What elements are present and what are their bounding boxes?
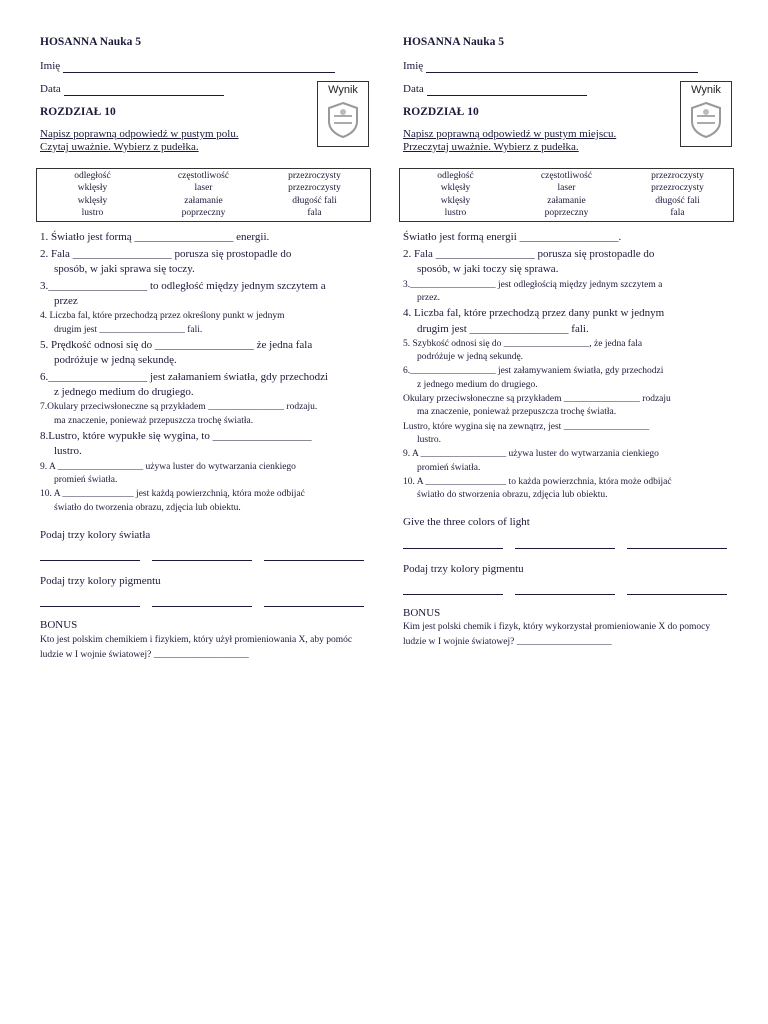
word-bank	[399, 168, 734, 222]
question-8-line2: lustro.	[54, 445, 82, 458]
question-4-line1: 4. Liczba fal, które przechodzą przez określony punkt w jednym	[40, 311, 285, 322]
answer-field[interactable]	[152, 550, 252, 561]
date-field[interactable]	[427, 85, 587, 96]
light-colors-answers	[403, 538, 743, 549]
question-6-line1: 6.__________________ jest załamywaniem światła, gdy przechodzi	[403, 366, 664, 377]
light-colors-prompt: Give the three colors of light	[403, 516, 530, 529]
question-7[interactable]	[40, 401, 380, 428]
answer-field[interactable]	[627, 538, 727, 549]
word-bank-item: wklęsły	[77, 183, 108, 194]
bonus-question-line2[interactable]: ludzie w I wojnie światowej? ____________________	[40, 649, 249, 660]
worksheet-left	[40, 36, 380, 663]
score-label: Wynik	[691, 84, 721, 96]
answer-field[interactable]	[40, 550, 140, 561]
chapter-heading: ROZDZIAŁ 10	[403, 105, 479, 118]
score-box	[317, 81, 369, 147]
bonus-question-line1: Kto jest polskim chemikiem i fizykiem, który użył promieniowania X, aby pomóc	[40, 634, 353, 645]
name-line	[40, 60, 380, 73]
name-label: Imię	[403, 59, 424, 72]
question-3[interactable]	[40, 279, 380, 310]
answer-field[interactable]	[515, 584, 615, 595]
chapter-heading: ROZDZIAŁ 10	[40, 105, 116, 118]
word-bank-item: poprzeczny	[181, 208, 226, 218]
word-bank-item: wklęsły	[77, 195, 108, 206]
question-8-line1: Lustro, które wygina się na zewnątrz, jest __________________	[403, 421, 650, 432]
bonus-heading: BONUS	[403, 606, 441, 619]
question-10[interactable]	[40, 488, 380, 515]
question-4-line1: 4. Liczba fal, które przechodzą przez dany punkt w jednym	[403, 307, 665, 320]
question-list	[403, 230, 743, 502]
word-bank-item: częstotliwość	[177, 170, 230, 181]
question-2[interactable]	[40, 247, 380, 278]
word-bank-item: przezroczysty	[288, 170, 341, 181]
question-1[interactable]: Światło jest formą energii __________________.	[403, 231, 622, 244]
worksheet-title: HOSANNA Nauka 5	[40, 36, 141, 48]
pigment-colors-prompt: Podaj trzy kolory pigmentu	[40, 575, 161, 588]
word-bank-item: laser	[194, 183, 213, 194]
date-label: Data	[40, 82, 61, 95]
worksheet-title: HOSANNA Nauka 5	[403, 36, 504, 48]
name-label: Imię	[40, 59, 61, 72]
question-6[interactable]	[40, 370, 380, 401]
answer-field[interactable]	[403, 538, 503, 549]
worksheet-right	[403, 36, 743, 650]
pigment-colors-answers	[40, 596, 380, 607]
answer-field[interactable]	[627, 584, 727, 595]
word-bank-item: odległość	[437, 170, 474, 181]
question-5-line2: podróżuje w jedną sekundę.	[417, 352, 524, 363]
school-crest-icon	[689, 101, 723, 139]
question-10-line1: 10. A _______________ jest każdą powierzchnią, która może odbijać	[40, 489, 305, 500]
question-4[interactable]	[40, 310, 380, 337]
question-10[interactable]	[403, 476, 743, 503]
question-10-line2: światło do stworzenia obrazu, zdjęcia lub obiektu.	[417, 490, 608, 501]
question-7-line2: ma znaczenie, ponieważ przepuszcza trochę światła.	[54, 415, 254, 426]
word-bank-item: fala	[670, 208, 685, 218]
question-6[interactable]	[403, 365, 743, 392]
answer-field[interactable]	[264, 550, 364, 561]
word-bank-item: załamanie	[547, 195, 586, 206]
name-field[interactable]	[63, 62, 335, 73]
word-bank-item: poprzeczny	[544, 208, 589, 218]
question-3-line1: 3.__________________ to odległość między jednym szczytem a	[40, 279, 326, 292]
bonus-question-line1: Kim jest polski chemik i fizyk, który wykorzystał promieniowanie X do pomocy	[403, 622, 711, 633]
word-bank-item: lustro	[444, 208, 467, 218]
word-bank-item: długość fali	[292, 195, 337, 206]
score-label: Wynik	[328, 84, 358, 96]
question-8[interactable]	[403, 421, 743, 448]
instruction-1: Napisz poprawną odpowiedź w pustym polu.	[40, 127, 239, 140]
word-bank-item: laser	[557, 183, 576, 194]
question-6-line2: z jednego medium do drugiego.	[54, 386, 194, 399]
question-2-line2: sposób, w jaki sprawa się toczy.	[54, 263, 195, 276]
light-colors-prompt: Podaj trzy kolory światła	[40, 529, 151, 542]
question-6-line1: 6.__________________ jest załamaniem światła, gdy przechodzi	[40, 370, 329, 383]
answer-field[interactable]	[152, 596, 252, 607]
word-bank-item: załamanie	[184, 195, 223, 206]
word-bank-item: lustro	[81, 208, 104, 218]
question-9-line2: promień światła.	[54, 475, 118, 486]
question-2-line2: sposób, w jaki toczy się sprawa.	[417, 263, 559, 276]
question-3-line2: przez.	[417, 292, 440, 303]
instruction-2: Przeczytaj uważnie. Wybierz z pudełka.	[403, 140, 579, 153]
question-8-line1: 8.Lustro, które wypukłe się wygina, to __________________	[40, 430, 312, 443]
question-4-line2: drugim jest __________________ fali.	[54, 324, 203, 335]
question-10-line2: światło do tworzenia obrazu, zdjęcia lub obiektu.	[54, 502, 241, 513]
question-5[interactable]	[40, 338, 380, 369]
question-7[interactable]	[403, 393, 743, 420]
pigment-colors-answers	[403, 584, 743, 595]
question-1[interactable]: 1. Światło jest formą __________________ energii.	[40, 231, 270, 244]
date-label: Data	[403, 82, 424, 95]
word-bank-item: wklęsły	[440, 183, 471, 194]
name-field[interactable]	[426, 62, 698, 73]
question-2-line1: 2. Fala __________________ porusza się prostopadle do	[403, 247, 655, 260]
word-bank-item: przezroczysty	[651, 170, 704, 181]
word-bank-item: odległość	[74, 170, 111, 181]
score-box	[680, 81, 732, 147]
question-5-line1: 5. Szybkość odnosi się do __________________, że jedna fala	[403, 338, 643, 349]
question-5[interactable]	[403, 338, 743, 365]
bonus-heading: BONUS	[40, 619, 78, 632]
question-list	[40, 230, 380, 515]
question-8[interactable]	[40, 429, 380, 460]
word-bank-item: fala	[307, 208, 322, 218]
word-bank-item: długość fali	[655, 195, 700, 206]
question-9[interactable]	[403, 448, 743, 475]
question-10-line1: 10. A _________________ to każda powierzchnia, która może odbijać	[403, 476, 672, 487]
question-7-line1: 7.Okulary przeciwsłoneczne są przykładem ________________ rodzaju.	[40, 402, 318, 413]
question-3-line2: przez	[54, 294, 78, 307]
answer-field[interactable]	[515, 538, 615, 549]
name-line	[403, 60, 743, 73]
word-bank-item: wklęsły	[440, 195, 471, 206]
question-9-line1: 9. A __________________ używa luster do wytwarzania cienkiego	[40, 461, 296, 472]
word-bank	[36, 168, 371, 222]
question-5-line1: 5. Prędkość odnosi się do __________________ że jedna fala	[40, 338, 313, 351]
answer-field[interactable]	[264, 596, 364, 607]
question-5-line2: podróżuje w jedną sekundę.	[54, 354, 177, 367]
question-9-line1: 9. A __________________ używa luster do wytwarzania cienkiego	[403, 449, 659, 460]
question-3-line1: 3.__________________ jest odległością między jednym szczytem a	[403, 279, 663, 290]
question-4[interactable]	[403, 306, 743, 337]
school-crest-icon	[326, 101, 360, 139]
question-2[interactable]	[403, 247, 743, 278]
question-7-line2: ma znaczenie, ponieważ przepuszcza trochę światła.	[417, 407, 617, 418]
answer-field[interactable]	[403, 584, 503, 595]
question-9[interactable]	[40, 461, 380, 488]
word-bank-item: przezroczysty	[288, 183, 341, 194]
pigment-colors-prompt: Podaj trzy kolory pigmentu	[403, 562, 524, 575]
question-6-line2: z jednego medium do drugiego.	[417, 379, 538, 390]
instruction-2: Czytaj uważnie. Wybierz z pudełka.	[40, 140, 199, 153]
date-field[interactable]	[64, 85, 224, 96]
question-7-line1: Okulary przeciwsłoneczne są przykładem ________________ rodzaju	[403, 394, 671, 405]
light-colors-answers	[40, 550, 380, 561]
question-3[interactable]	[403, 279, 743, 306]
instruction-1: Napisz poprawną odpowiedź w pustym miejscu.	[403, 127, 617, 140]
answer-field[interactable]	[40, 596, 140, 607]
question-8-line2: lustro.	[417, 434, 442, 445]
question-9-line2: promień światła.	[417, 462, 481, 473]
bonus-question-line2[interactable]: ludzie w I wojnie światowej? ____________________	[403, 637, 612, 648]
word-bank-item: częstotliwość	[540, 170, 593, 181]
question-4-line2: drugim jest __________________ fali.	[417, 322, 589, 335]
question-2-line1: 2. Fala __________________ porusza się prostopadle do	[40, 247, 292, 260]
word-bank-item: przezroczysty	[651, 183, 704, 194]
